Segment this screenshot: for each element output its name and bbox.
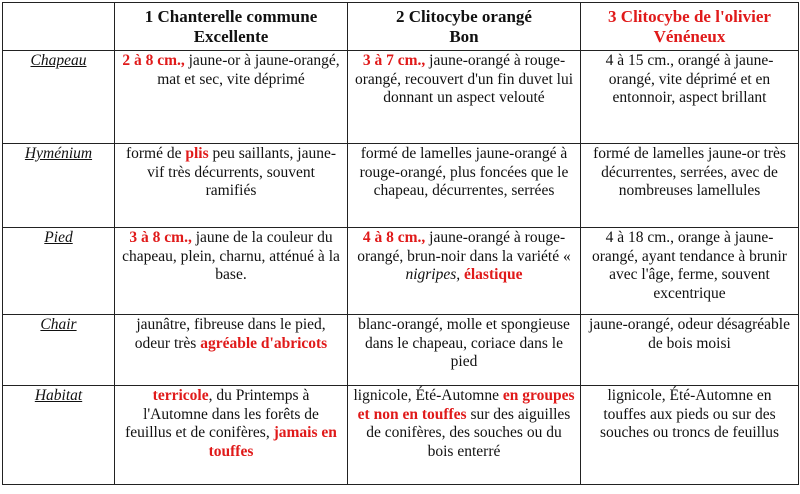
hymenium-highlight: plis <box>185 145 209 162</box>
stem-description: jaune-orangé à rouge-orangé, brun-noir dans la variété « <box>357 229 571 265</box>
comparison-table <box>2 2 799 485</box>
growth-highlight: en groupes et non en touffes <box>357 387 575 423</box>
row-label-pied: Pied <box>3 228 115 315</box>
row-label-chapeau: Chapeau <box>3 51 115 144</box>
cell-hymenium-clitocybe-orange: formé de lamelles jaune-orangé à rouge-orangé, plus foncées que le chapeau, décurrentes, serrées <box>348 144 581 228</box>
header-clitocybe-olivier-title: 3 Clitocybe de l'olivier <box>608 6 771 26</box>
header-clitocybe-olivier-edibility: Vénéneux <box>653 26 726 46</box>
header-chanterelle-title: 1 Chanterelle commune <box>144 6 318 26</box>
row-label-chair: Chair <box>3 315 115 386</box>
header-row <box>3 3 799 51</box>
cell-habitat-clitocybe-orange <box>348 386 581 485</box>
row-habitat <box>3 386 799 485</box>
row-label-habitat: Habitat <box>3 386 115 485</box>
row-pied <box>3 228 799 315</box>
odor-highlight: agréable d'abricots <box>200 334 328 352</box>
cap-size-highlight: 3 à 7 cm., <box>362 52 426 69</box>
cell-habitat-clitocybe-olivier: lignicole, Été-Automne en touffes aux pieds ou sur des souches ou troncs de feuillus <box>581 386 799 485</box>
header-clitocybe-orange <box>348 3 581 51</box>
header-clitocybe-orange-edibility: Bon <box>449 26 479 46</box>
habitat-description-end: sur des aiguilles de conifères, des souches ou du bois enterré <box>366 405 571 460</box>
habitat-description: lignicole, Été-Automne <box>353 387 503 404</box>
stem-size-highlight: 4 à 8 cm., <box>362 229 426 246</box>
cell-chair-chanterelle <box>115 315 348 386</box>
header-clitocybe-olivier <box>581 3 799 51</box>
cap-description: jaune-or à jaune-orangé, mat et sec, vite déprimé <box>157 52 340 88</box>
cell-pied-clitocybe-orange <box>348 228 581 315</box>
stem-texture-highlight: élastique <box>460 266 523 283</box>
cell-chair-clitocybe-orange: blanc-orangé, molle et spongieuse dans le chapeau, coriace dans le pied <box>348 315 581 386</box>
header-chanterelle <box>115 3 348 51</box>
cell-hymenium-chanterelle <box>115 144 348 228</box>
cap-description: jaune-orangé à rouge-orangé, recouvert d'un fin duvet lui donnant un aspect velouté <box>355 52 573 106</box>
row-chair <box>3 315 799 386</box>
cell-pied-clitocybe-olivier: 4 à 18 cm., orange à jaune-orangé, ayant tendance à brunir avec l'âge, ferme, souvent excentrique <box>581 228 799 315</box>
cap-size-highlight: 2 à 8 cm., <box>122 52 185 69</box>
cell-chapeau-chanterelle <box>115 51 348 144</box>
cell-chapeau-clitocybe-olivier: 4 à 15 cm., orangé à jaune-orangé, vite déprimé et en entonnoir, aspect brillant <box>581 51 799 144</box>
header-clitocybe-orange-title: 2 Clitocybe orangé <box>396 6 532 26</box>
row-hymenium <box>3 144 799 228</box>
variety-name: nigripes, <box>405 266 461 283</box>
flesh-description: jaunâtre, fibreuse dans le pied, odeur très <box>134 316 326 352</box>
stem-size-highlight: 3 à 8 cm., <box>129 229 192 246</box>
cell-habitat-chanterelle <box>115 386 348 485</box>
growth-highlight: jamais en touffes <box>208 424 337 460</box>
habitat-highlight: terricole <box>152 387 209 404</box>
row-label-hymenium: Hyménium <box>3 144 115 228</box>
cell-chapeau-clitocybe-orange <box>348 51 581 144</box>
cell-hymenium-clitocybe-olivier: formé de lamelles jaune-or très décurrentes, serrées, avec de nombreuses lamellules <box>581 144 799 228</box>
cell-chair-clitocybe-olivier: jaune-orangé, odeur désagréable de bois moisi <box>581 315 799 386</box>
hymenium-text-end: peu saillants, jaune-vif très décurrents, souvent ramifiés <box>147 145 337 199</box>
hymenium-text: formé de <box>125 145 186 162</box>
stem-description: jaune de la couleur du chapeau, plein, charnu, atténué à la base. <box>122 229 340 283</box>
header-chanterelle-edibility: Excellente <box>193 26 269 46</box>
row-chapeau <box>3 51 799 144</box>
habitat-description: , du Printemps à l'Automne dans les forêts de feuillus et de conifères, <box>125 387 319 441</box>
cell-pied-chanterelle <box>115 228 348 315</box>
corner-cell <box>3 3 115 51</box>
